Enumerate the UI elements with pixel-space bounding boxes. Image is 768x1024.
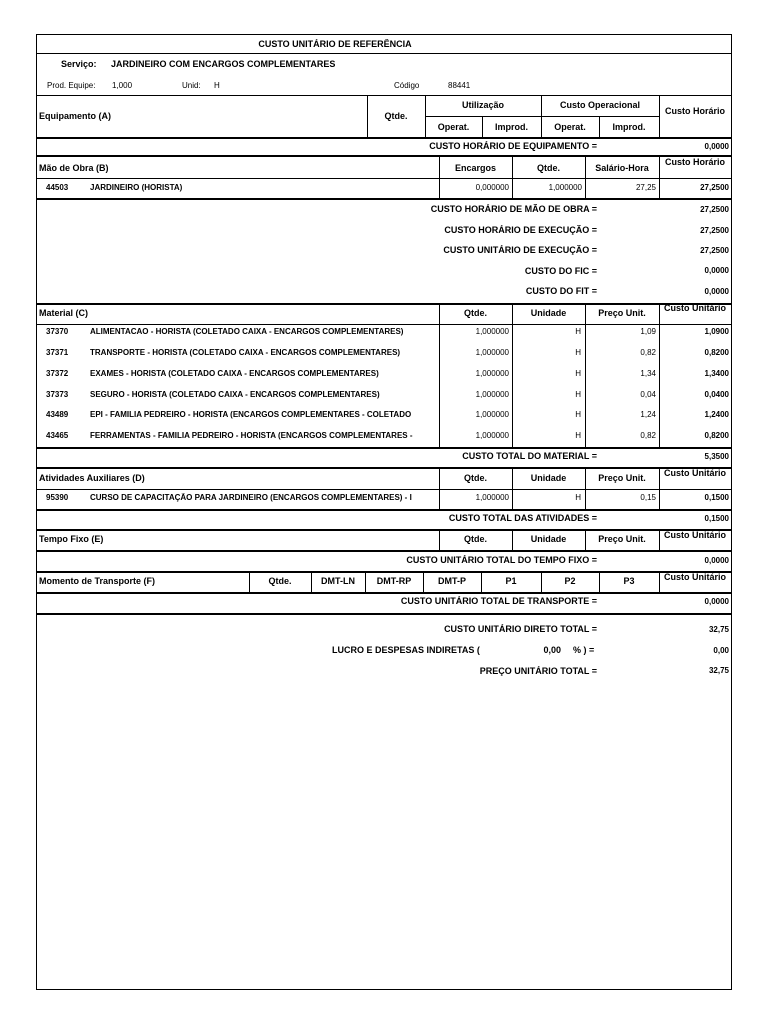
servico-label: Serviço: — [61, 59, 97, 69]
p3-header: P3 — [623, 576, 635, 586]
tempo-fixo-qtde-header: Qtde. — [463, 534, 487, 544]
mao-obra-desc: JARDINEIRO (HORISTA) — [90, 183, 183, 192]
material-row-unidade: H — [575, 327, 581, 336]
lucro-suffix: % ) = — [573, 645, 595, 655]
operat-header-2: Operat. — [554, 122, 586, 132]
material-row-qtde: 1,000000 — [475, 369, 509, 378]
custo-operacional-header: Custo Operacional — [559, 100, 640, 110]
mao-obra-custo: 27,2500 — [700, 183, 729, 192]
material-preco-header: Preço Unit. — [598, 308, 646, 318]
improd-header-2: Improd. — [612, 122, 646, 132]
material-row-preco: 0,82 — [640, 348, 656, 357]
material-row-desc: ALIMENTACAO - HORISTA (COLETADO CAIXA - ENCARGOS COMPLEMENTARES) — [90, 327, 404, 336]
transporte-qtde-header: Qtde. — [268, 576, 292, 586]
preco-total-label: PREÇO UNITÁRIO TOTAL = — [479, 666, 597, 676]
tempo-fixo-preco-header: Preço Unit. — [598, 534, 646, 544]
mao-obra-qtde-header: Qtde. — [536, 163, 560, 173]
material-row-desc: TRANSPORTE - HORISTA (COLETADO CAIXA - ENCARGOS COMPLEMENTARES) — [90, 348, 401, 357]
material-row-desc: EPI - FAMILIA PEDREIRO - HORISTA (ENCARGOS COMPLEMENTARES - COLETADO — [90, 410, 412, 419]
custo-horario-execucao-label: CUSTO HORÁRIO DE EXECUÇÃO = — [444, 225, 597, 235]
material-row-unidade: H — [575, 369, 581, 378]
material-row-unidade: H — [575, 348, 581, 357]
mao-obra-header: Mão de Obra (B) — [39, 163, 109, 173]
custo-atividades-value: 0,1500 — [704, 514, 729, 523]
atividades-header: Atividades Auxiliares (D) — [39, 473, 145, 483]
material-row-unidade: H — [575, 390, 581, 399]
mao-obra-salario: 27,25 — [635, 183, 656, 192]
cost-composition-sheet — [36, 34, 732, 990]
codigo-value: 88441 — [448, 81, 471, 90]
material-row-qtde: 1,000000 — [475, 390, 509, 399]
atividades-unidade-header: Unidade — [530, 473, 567, 483]
equipamento-header: Equipamento (A) — [39, 111, 111, 121]
custo-fic-value: 0,0000 — [704, 266, 729, 275]
dmt-rp-header: DMT-RP — [376, 576, 412, 586]
atividades-preco-header: Preço Unit. — [598, 473, 646, 483]
atividades-custo-header: Custo Unitário — [664, 468, 726, 478]
material-row-desc: EXAMES - HORISTA (COLETADO CAIXA - ENCARGOS COMPLEMENTARES) — [90, 369, 379, 378]
material-row-code: 37370 — [46, 327, 69, 336]
material-row-code: 43465 — [46, 431, 69, 440]
custo-fit-label: CUSTO DO FIT = — [525, 286, 597, 296]
servico-value: JARDINEIRO COM ENCARGOS COMPLEMENTARES — [111, 59, 336, 69]
custo-mao-obra-value: 27,2500 — [700, 205, 729, 214]
material-row-custo: 0,0400 — [704, 390, 729, 399]
material-row-unidade: H — [575, 431, 581, 440]
custo-material-value: 5,3500 — [704, 452, 729, 461]
material-unidade-header: Unidade — [530, 308, 567, 318]
material-row-custo: 1,0900 — [704, 327, 729, 336]
transporte-custo-header: Custo Unitário — [664, 572, 726, 582]
material-row-custo: 0,8200 — [704, 348, 729, 357]
lucro-label: LUCRO E DESPESAS INDIRETAS ( — [332, 645, 480, 655]
custo-fit-value: 0,0000 — [704, 287, 729, 296]
tempo-fixo-unidade-header: Unidade — [530, 534, 567, 544]
mao-obra-code: 44503 — [46, 183, 69, 192]
material-row-qtde: 1,000000 — [475, 348, 509, 357]
material-row-preco: 0,82 — [640, 431, 656, 440]
material-row-qtde: 1,000000 — [475, 410, 509, 419]
tempo-fixo-custo-header: Custo Unitário — [664, 530, 726, 540]
material-row-custo: 1,2400 — [704, 410, 729, 419]
custo-tempo-fixo-value: 0,0000 — [704, 556, 729, 565]
unid-value: H — [214, 81, 220, 90]
lucro-value: 0,00 — [713, 646, 729, 655]
material-row-preco: 1,09 — [640, 327, 656, 336]
custo-horario-execucao-value: 27,2500 — [700, 226, 729, 235]
custo-direto-label: CUSTO UNITÁRIO DIRETO TOTAL = — [444, 624, 597, 634]
material-row-code: 37371 — [46, 348, 69, 357]
material-row-preco: 1,34 — [640, 369, 656, 378]
material-row-custo: 0,8200 — [704, 431, 729, 440]
material-header: Material (C) — [39, 308, 89, 318]
atividade-row-desc: CURSO DE CAPACITAÇÃO PARA JARDINEIRO (ENCARGOS COMPLEMENTARES) - I — [90, 493, 412, 502]
atividade-row-preco: 0,15 — [640, 493, 656, 502]
custo-material-label: CUSTO TOTAL DO MATERIAL = — [462, 451, 597, 461]
material-row-unidade: H — [575, 410, 581, 419]
custo-unitario-execucao-label: CUSTO UNITÁRIO DE EXECUÇÃO = — [443, 245, 597, 255]
dmt-ln-header: DMT-LN — [321, 576, 355, 586]
operat-header: Operat. — [437, 122, 470, 132]
material-row-qtde: 1,000000 — [475, 431, 509, 440]
custo-equipamento-label: CUSTO HORÁRIO DE EQUIPAMENTO = — [429, 141, 597, 151]
custo-transporte-label: CUSTO UNITÁRIO TOTAL DE TRANSPORTE = — [400, 596, 597, 606]
material-row-preco: 1,24 — [640, 410, 656, 419]
improd-header: Improd. — [495, 122, 528, 132]
atividades-qtde-header: Qtde. — [463, 473, 487, 483]
atividade-row-code: 95390 — [46, 493, 69, 502]
p2-header: P2 — [564, 576, 576, 586]
mao-obra-qtde: 1,000000 — [548, 183, 582, 192]
material-row-code: 37373 — [46, 390, 69, 399]
prod-equipe-value: 1,000 — [112, 81, 133, 90]
atividade-row-custo: 0,1500 — [704, 493, 729, 502]
custo-fic-label: CUSTO DO FIC = — [524, 266, 597, 276]
tempo-fixo-header: Tempo Fixo (E) — [39, 534, 104, 544]
unid-label: Unid: — [182, 81, 201, 90]
material-row-desc: SEGURO - HORISTA (COLETADO CAIXA - ENCARGOS COMPLEMENTARES) — [90, 390, 380, 399]
custo-unitario-execucao-value: 27,2500 — [700, 246, 729, 255]
custo-mao-obra-label: CUSTO HORÁRIO DE MÃO DE OBRA = — [430, 204, 597, 214]
p1-header: P1 — [505, 576, 517, 586]
preco-total-value: 32,75 — [708, 666, 729, 675]
custo-transporte-value: 0,0000 — [704, 597, 729, 606]
lucro-pct: 0,00 — [543, 645, 561, 655]
material-custo-header: Custo Unitário — [664, 303, 726, 313]
transporte-header: Momento de Transporte (F) — [39, 576, 156, 586]
codigo-label: Código — [394, 81, 420, 90]
mao-obra-encargos: 0,000000 — [475, 183, 509, 192]
material-row-qtde: 1,000000 — [475, 327, 509, 336]
equipamento-qtde-header: Qtde. — [384, 111, 408, 121]
atividade-row-qtde: 1,000000 — [475, 493, 509, 502]
dmt-p-header: DMT-P — [438, 576, 466, 586]
custo-atividades-label: CUSTO TOTAL DAS ATIVIDADES = — [448, 513, 597, 523]
prod-equipe-label: Prod. Equipe: — [47, 81, 96, 90]
atividade-row-unidade: H — [575, 493, 581, 502]
encargos-header: Encargos — [454, 163, 496, 173]
sheet-title: CUSTO UNITÁRIO DE REFERÊNCIA — [258, 39, 412, 49]
material-row-custo: 1,3400 — [704, 369, 729, 378]
custo-equipamento-value: 0,0000 — [704, 142, 729, 151]
material-row-code: 37372 — [46, 369, 69, 378]
material-row-desc: FERRAMENTAS - FAMILIA PEDREIRO - HORISTA (ENCARGOS COMPLEMENTARES - — [90, 431, 413, 440]
custo-tempo-fixo-label: CUSTO UNITÁRIO TOTAL DO TEMPO FIXO = — [406, 555, 597, 565]
material-row-preco: 0,04 — [640, 390, 656, 399]
utilizacao-header: Utilização — [461, 100, 504, 110]
material-row-code: 43489 — [46, 410, 69, 419]
salario-hora-header: Salário-Hora — [595, 163, 649, 173]
mao-obra-custo-horario-header: Custo Horário — [664, 157, 725, 167]
material-qtde-header: Qtde. — [463, 308, 487, 318]
equipamento-custo-horario-header: Custo Horário — [664, 106, 725, 116]
custo-direto-value: 32,75 — [708, 625, 729, 634]
